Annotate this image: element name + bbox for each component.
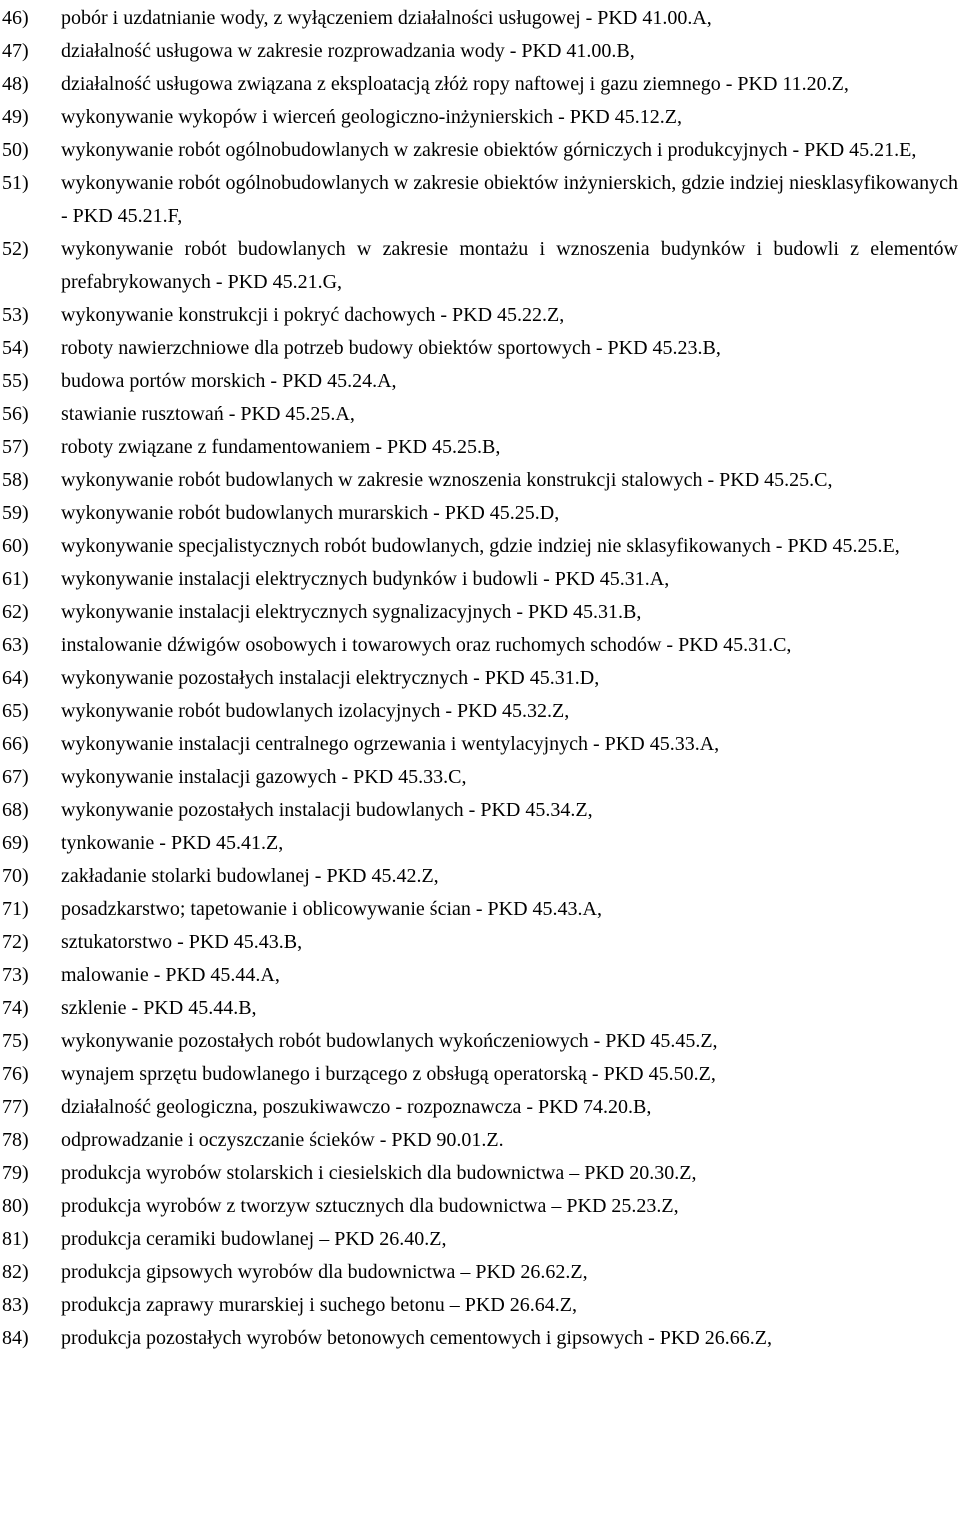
list-item-text: wykonywanie robót budowlanych w zakresie wznoszenia konstrukcji stalowych - PKD 45.25.C, [61,469,833,491]
list-item-text: działalność usługowa w zakresie rozprowadzania wody - PKD 41.00.B, [61,40,635,62]
list-item-text: tynkowanie - PKD 45.41.Z, [61,832,284,854]
list-item-number: 47) [2,40,29,62]
list-item [2,893,958,926]
list-item-number: 60) [2,535,29,557]
list-item-text: roboty związane z fundamentowaniem - PKD 45.25.B, [61,436,501,458]
pkd-activity-list [2,2,958,1355]
list-item [2,1058,958,1091]
list-item-text: wykonywanie wykopów i wierceń geologiczno-inżynierskich - PKD 45.12.Z, [61,106,682,128]
list-item [2,1190,958,1223]
list-item-number: 67) [2,766,29,788]
list-item [2,1256,958,1289]
list-item-number: 50) [2,139,29,161]
list-item [2,1025,958,1058]
list-item [2,1091,958,1124]
list-item-number: 75) [2,1030,29,1052]
list-item [2,398,958,431]
list-item-number: 57) [2,436,29,458]
list-item-text: wykonywanie instalacji centralnego ogrzewania i wentylacyjnych - PKD 45.33.A, [61,733,720,755]
list-item-number: 83) [2,1294,29,1316]
list-item [2,431,958,464]
list-item-number: 77) [2,1096,29,1118]
list-item-number: 56) [2,403,29,425]
list-item-number: 68) [2,799,29,821]
list-item-text: wykonywanie pozostałych robót budowlanych wykończeniowych - PKD 45.45.Z, [61,1030,718,1052]
list-item-text: wykonywanie specjalistycznych robót budowlanych, gdzie indziej nie sklasyfikowanych - PKD 45.25.E, [61,535,900,557]
list-item-text: stawianie rusztowań - PKD 45.25.A, [61,403,355,425]
list-item-text: wykonywanie pozostałych instalacji budowlanych - PKD 45.34.Z, [61,799,593,821]
list-item-text: produkcja wyrobów z tworzyw sztucznych dla budownictwa – PKD 25.23.Z, [61,1195,679,1217]
list-item-number: 51) [2,172,29,194]
list-item-number: 82) [2,1261,29,1283]
list-item-text: działalność usługowa związana z eksploatacją złóż ropy naftowej i gazu ziemnego - PKD 11.20.Z, [61,73,849,95]
list-item [2,2,958,35]
list-item [2,1289,958,1322]
list-item-number: 66) [2,733,29,755]
list-item [2,101,958,134]
list-item-number: 76) [2,1063,29,1085]
list-item-text: posadzkarstwo; tapetowanie i oblicowywanie ścian - PKD 45.43.A, [61,898,602,920]
list-item-number: 64) [2,667,29,689]
list-item [2,35,958,68]
list-item-text: wykonywanie robót budowlanych izolacyjnych - PKD 45.32.Z, [61,700,570,722]
list-item [2,530,958,563]
list-item [2,926,958,959]
list-item-text: produkcja pozostałych wyrobów betonowych cementowych i gipsowych - PKD 26.66.Z, [61,1327,772,1349]
list-item-text: sztukatorstwo - PKD 45.43.B, [61,931,303,953]
list-item-number: 49) [2,106,29,128]
list-item [2,167,958,233]
list-item-number: 61) [2,568,29,590]
list-item-number: 74) [2,997,29,1019]
list-item-number: 65) [2,700,29,722]
list-item-number: 46) [2,7,29,29]
list-item-number: 58) [2,469,29,491]
list-item [2,794,958,827]
list-item [2,761,958,794]
list-item-text: instalowanie dźwigów osobowych i towarowych oraz ruchomych schodów - PKD 45.31.C, [61,634,792,656]
list-item [2,1223,958,1256]
list-item [2,497,958,530]
list-item-number: 80) [2,1195,29,1217]
list-item-number: 70) [2,865,29,887]
list-item [2,596,958,629]
list-item-number: 59) [2,502,29,524]
list-item-text: budowa portów morskich - PKD 45.24.A, [61,370,397,392]
list-item-text: wykonywanie konstrukcji i pokryć dachowych - PKD 45.22.Z, [61,304,565,326]
list-item [2,68,958,101]
list-item-number: 54) [2,337,29,359]
list-item-number: 55) [2,370,29,392]
list-item [2,332,958,365]
list-item [2,860,958,893]
list-item-number: 73) [2,964,29,986]
list-item-number: 62) [2,601,29,623]
list-item-text: wykonywanie robót budowlanych w zakresie montażu i wznoszenia budynków i budowli z elementów prefabrykowanych - PKD 45.21.G, [61,238,958,293]
list-item-text: pobór i uzdatnianie wody, z wyłączeniem działalności usługowej - PKD 41.00.A, [61,7,712,29]
list-item-number: 48) [2,73,29,95]
list-item-text: wykonywanie instalacji gazowych - PKD 45.33.C, [61,766,467,788]
list-item [2,695,958,728]
list-item-number: 63) [2,634,29,656]
list-item-text: produkcja gipsowych wyrobów dla budownictwa – PKD 26.62.Z, [61,1261,588,1283]
list-item [2,662,958,695]
list-item-text: wykonywanie instalacji elektrycznych budynków i budowli - PKD 45.31.A, [61,568,670,590]
list-item [2,1157,958,1190]
list-item-text: zakładanie stolarki budowlanej - PKD 45.42.Z, [61,865,439,887]
list-item-text: produkcja zaprawy murarskiej i suchego betonu – PKD 26.64.Z, [61,1294,577,1316]
list-item-text: wykonywanie pozostałych instalacji elektrycznych - PKD 45.31.D, [61,667,600,689]
list-item [2,629,958,662]
list-item-text: wykonywanie robót ogólnobudowlanych w zakresie obiektów inżynierskich, gdzie indziej niesklasyfikowanych - PKD 45.21.F, [61,172,958,227]
list-item-number: 69) [2,832,29,854]
list-item-number: 71) [2,898,29,920]
list-item [2,1124,958,1157]
list-item-number: 72) [2,931,29,953]
list-item-text: malowanie - PKD 45.44.A, [61,964,280,986]
list-item-text: wykonywanie instalacji elektrycznych sygnalizacyjnych - PKD 45.31.B, [61,601,642,623]
list-item [2,365,958,398]
list-item-text: odprowadzanie i oczyszczanie ścieków - PKD 90.01.Z. [61,1129,504,1151]
list-item [2,563,958,596]
list-item-text: wykonywanie robót budowlanych murarskich - PKD 45.25.D, [61,502,560,524]
list-item [2,959,958,992]
list-item-text: roboty nawierzchniowe dla potrzeb budowy obiektów sportowych - PKD 45.23.B, [61,337,721,359]
list-item-number: 84) [2,1327,29,1349]
list-item-text: produkcja ceramiki budowlanej – PKD 26.40.Z, [61,1228,447,1250]
list-item [2,233,958,299]
list-item [2,464,958,497]
list-item [2,728,958,761]
list-item-text: wykonywanie robót ogólnobudowlanych w zakresie obiektów górniczych i produkcyjnych - PKD 45.21.E, [61,139,917,161]
list-item-text: szklenie - PKD 45.44.B, [61,997,257,1019]
list-item-text: działalność geologiczna, poszukiwawczo - rozpoznawcza - PKD 74.20.B, [61,1096,652,1118]
list-item [2,134,958,167]
list-item-text: wynajem sprzętu budowlanego i burzącego z obsługą operatorską - PKD 45.50.Z, [61,1063,716,1085]
list-item [2,299,958,332]
list-item-number: 79) [2,1162,29,1184]
list-item [2,1322,958,1355]
list-item-number: 52) [2,238,29,260]
list-item-number: 53) [2,304,29,326]
list-item [2,992,958,1025]
list-item-number: 81) [2,1228,29,1250]
list-item-text: produkcja wyrobów stolarskich i ciesielskich dla budownictwa – PKD 20.30.Z, [61,1162,697,1184]
list-item-number: 78) [2,1129,29,1151]
list-item [2,827,958,860]
